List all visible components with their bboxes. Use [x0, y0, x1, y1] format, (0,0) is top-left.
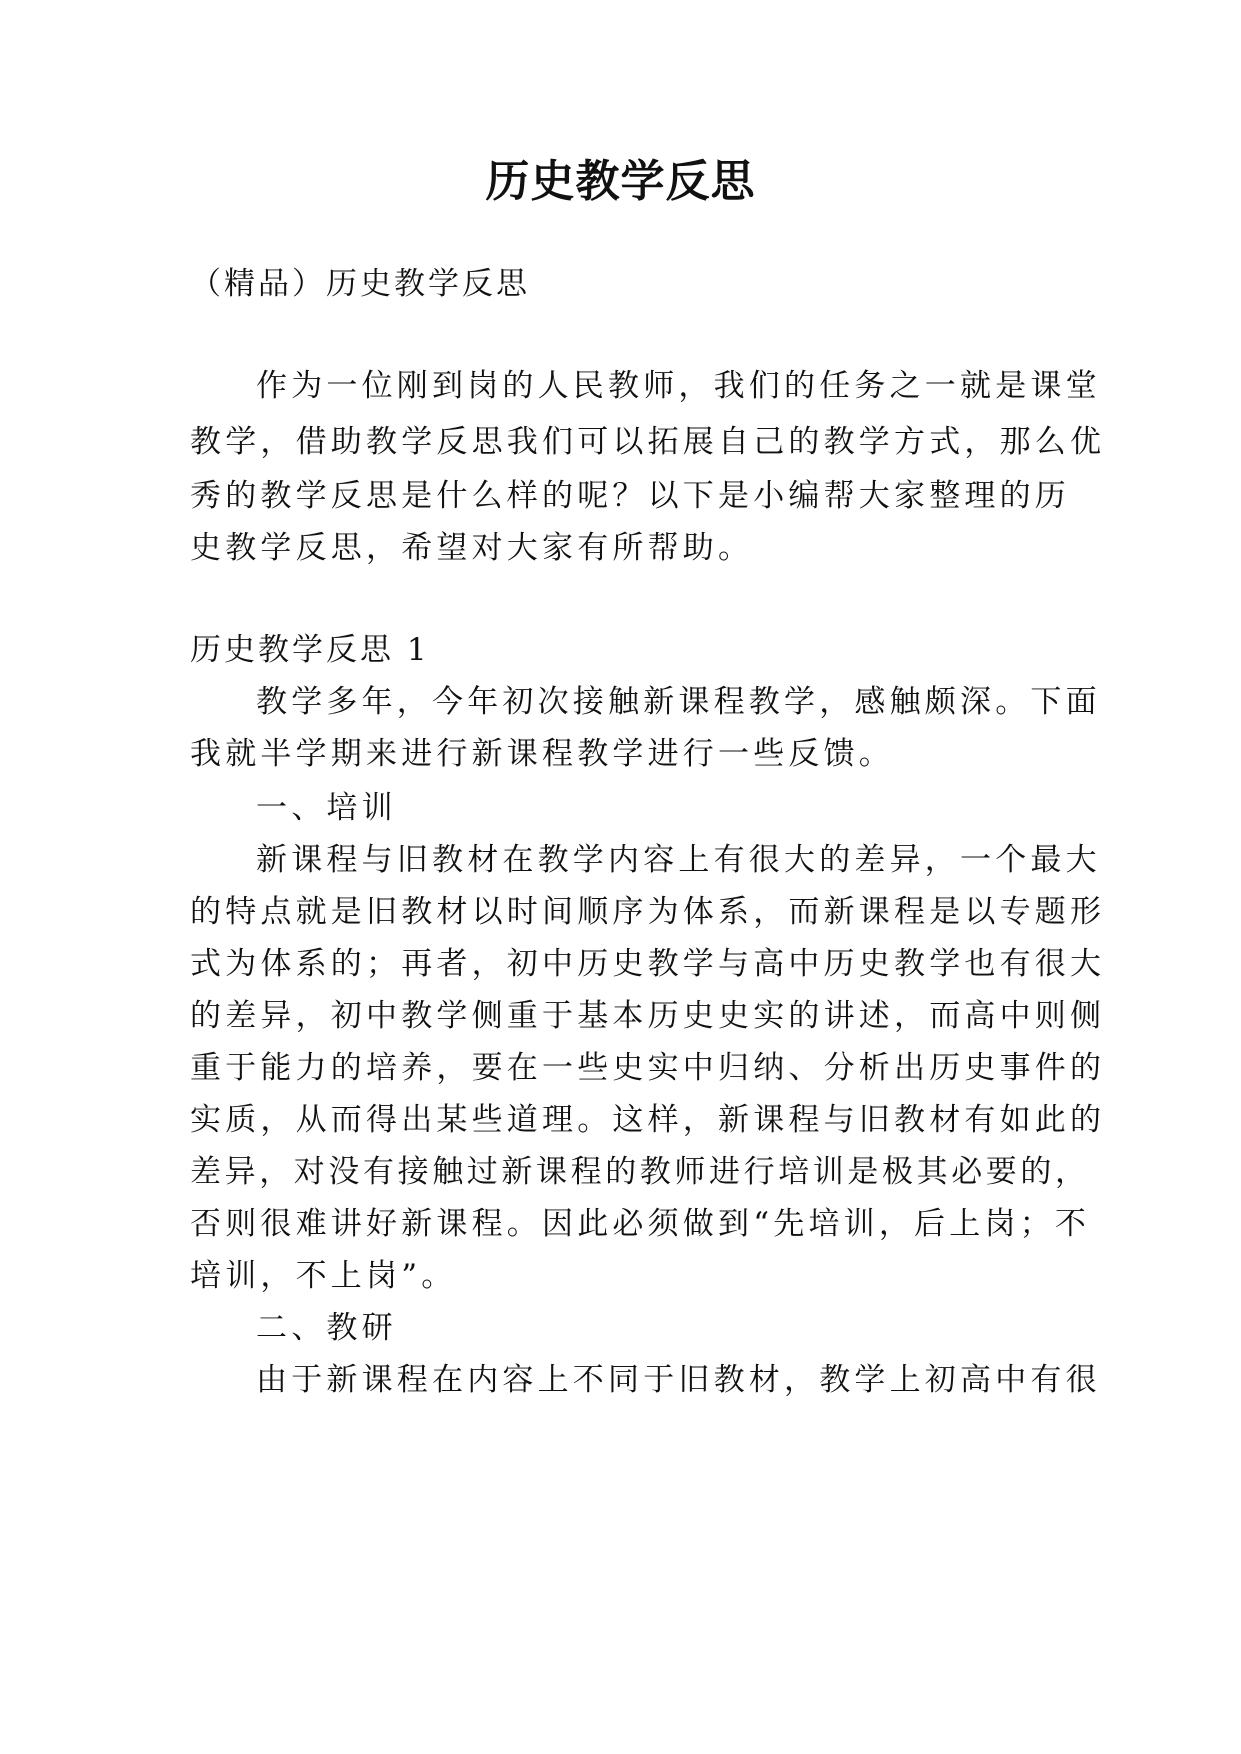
paragraph-line: 由于新课程在内容上不同于旧教材，教学上初高中有很 — [256, 1362, 1101, 1398]
subsection-heading: 一、培训 — [256, 790, 397, 826]
paragraph-line: 我就半学期来进行新课程教学进行一些反馈。 — [190, 736, 894, 772]
paragraph-line: 差异，对没有接触过新课程的教师进行培训是极其必要的， — [190, 1154, 1090, 1190]
paragraph-line: 的差异，初中教学侧重于基本历史史实的讲述，而高中则侧 — [190, 998, 1106, 1034]
section-heading: 历史教学反思 1 — [190, 632, 430, 668]
paragraph-line: 教学多年，今年初次接触新课程教学，感触颇深。下面 — [256, 684, 1101, 720]
paragraph-line: 新课程与旧教材在教学内容上有很大的差异，一个最大 — [256, 842, 1101, 878]
subtitle: （精品）历史教学反思 — [190, 266, 530, 302]
page-title: 历史教学反思 — [485, 156, 756, 207]
paragraph-line: 教学，借助教学反思我们可以拓展自己的教学方式，那么优 — [190, 424, 1106, 460]
paragraph-line: 否则很难讲好新课程。因此必须做到“先培训，后上岗；不 — [190, 1206, 1091, 1242]
paragraph-line: 史教学反思，希望对大家有所帮助。 — [190, 530, 754, 566]
paragraph-line: 重于能力的培养，要在一些史实中归纳、分析出历史事件的 — [190, 1050, 1106, 1086]
paragraph-line: 实质，从而得出某些道理。这样，新课程与旧教材有如此的 — [190, 1102, 1106, 1138]
paragraph-line: 的特点就是旧教材以时间顺序为体系，而新课程是以专题形 — [190, 894, 1106, 930]
paragraph-line: 作为一位刚到岗的人民教师，我们的任务之一就是课堂 — [256, 368, 1101, 404]
subsection-heading: 二、教研 — [256, 1310, 397, 1346]
paragraph-line: 式为体系的；再者，初中历史教学与高中历史教学也有很大 — [190, 946, 1106, 982]
paragraph-line: 培训，不上岗”。 — [190, 1258, 457, 1294]
paragraph-line: 秀的教学反思是什么样的呢？以下是小编帮大家整理的历 — [190, 478, 1070, 514]
